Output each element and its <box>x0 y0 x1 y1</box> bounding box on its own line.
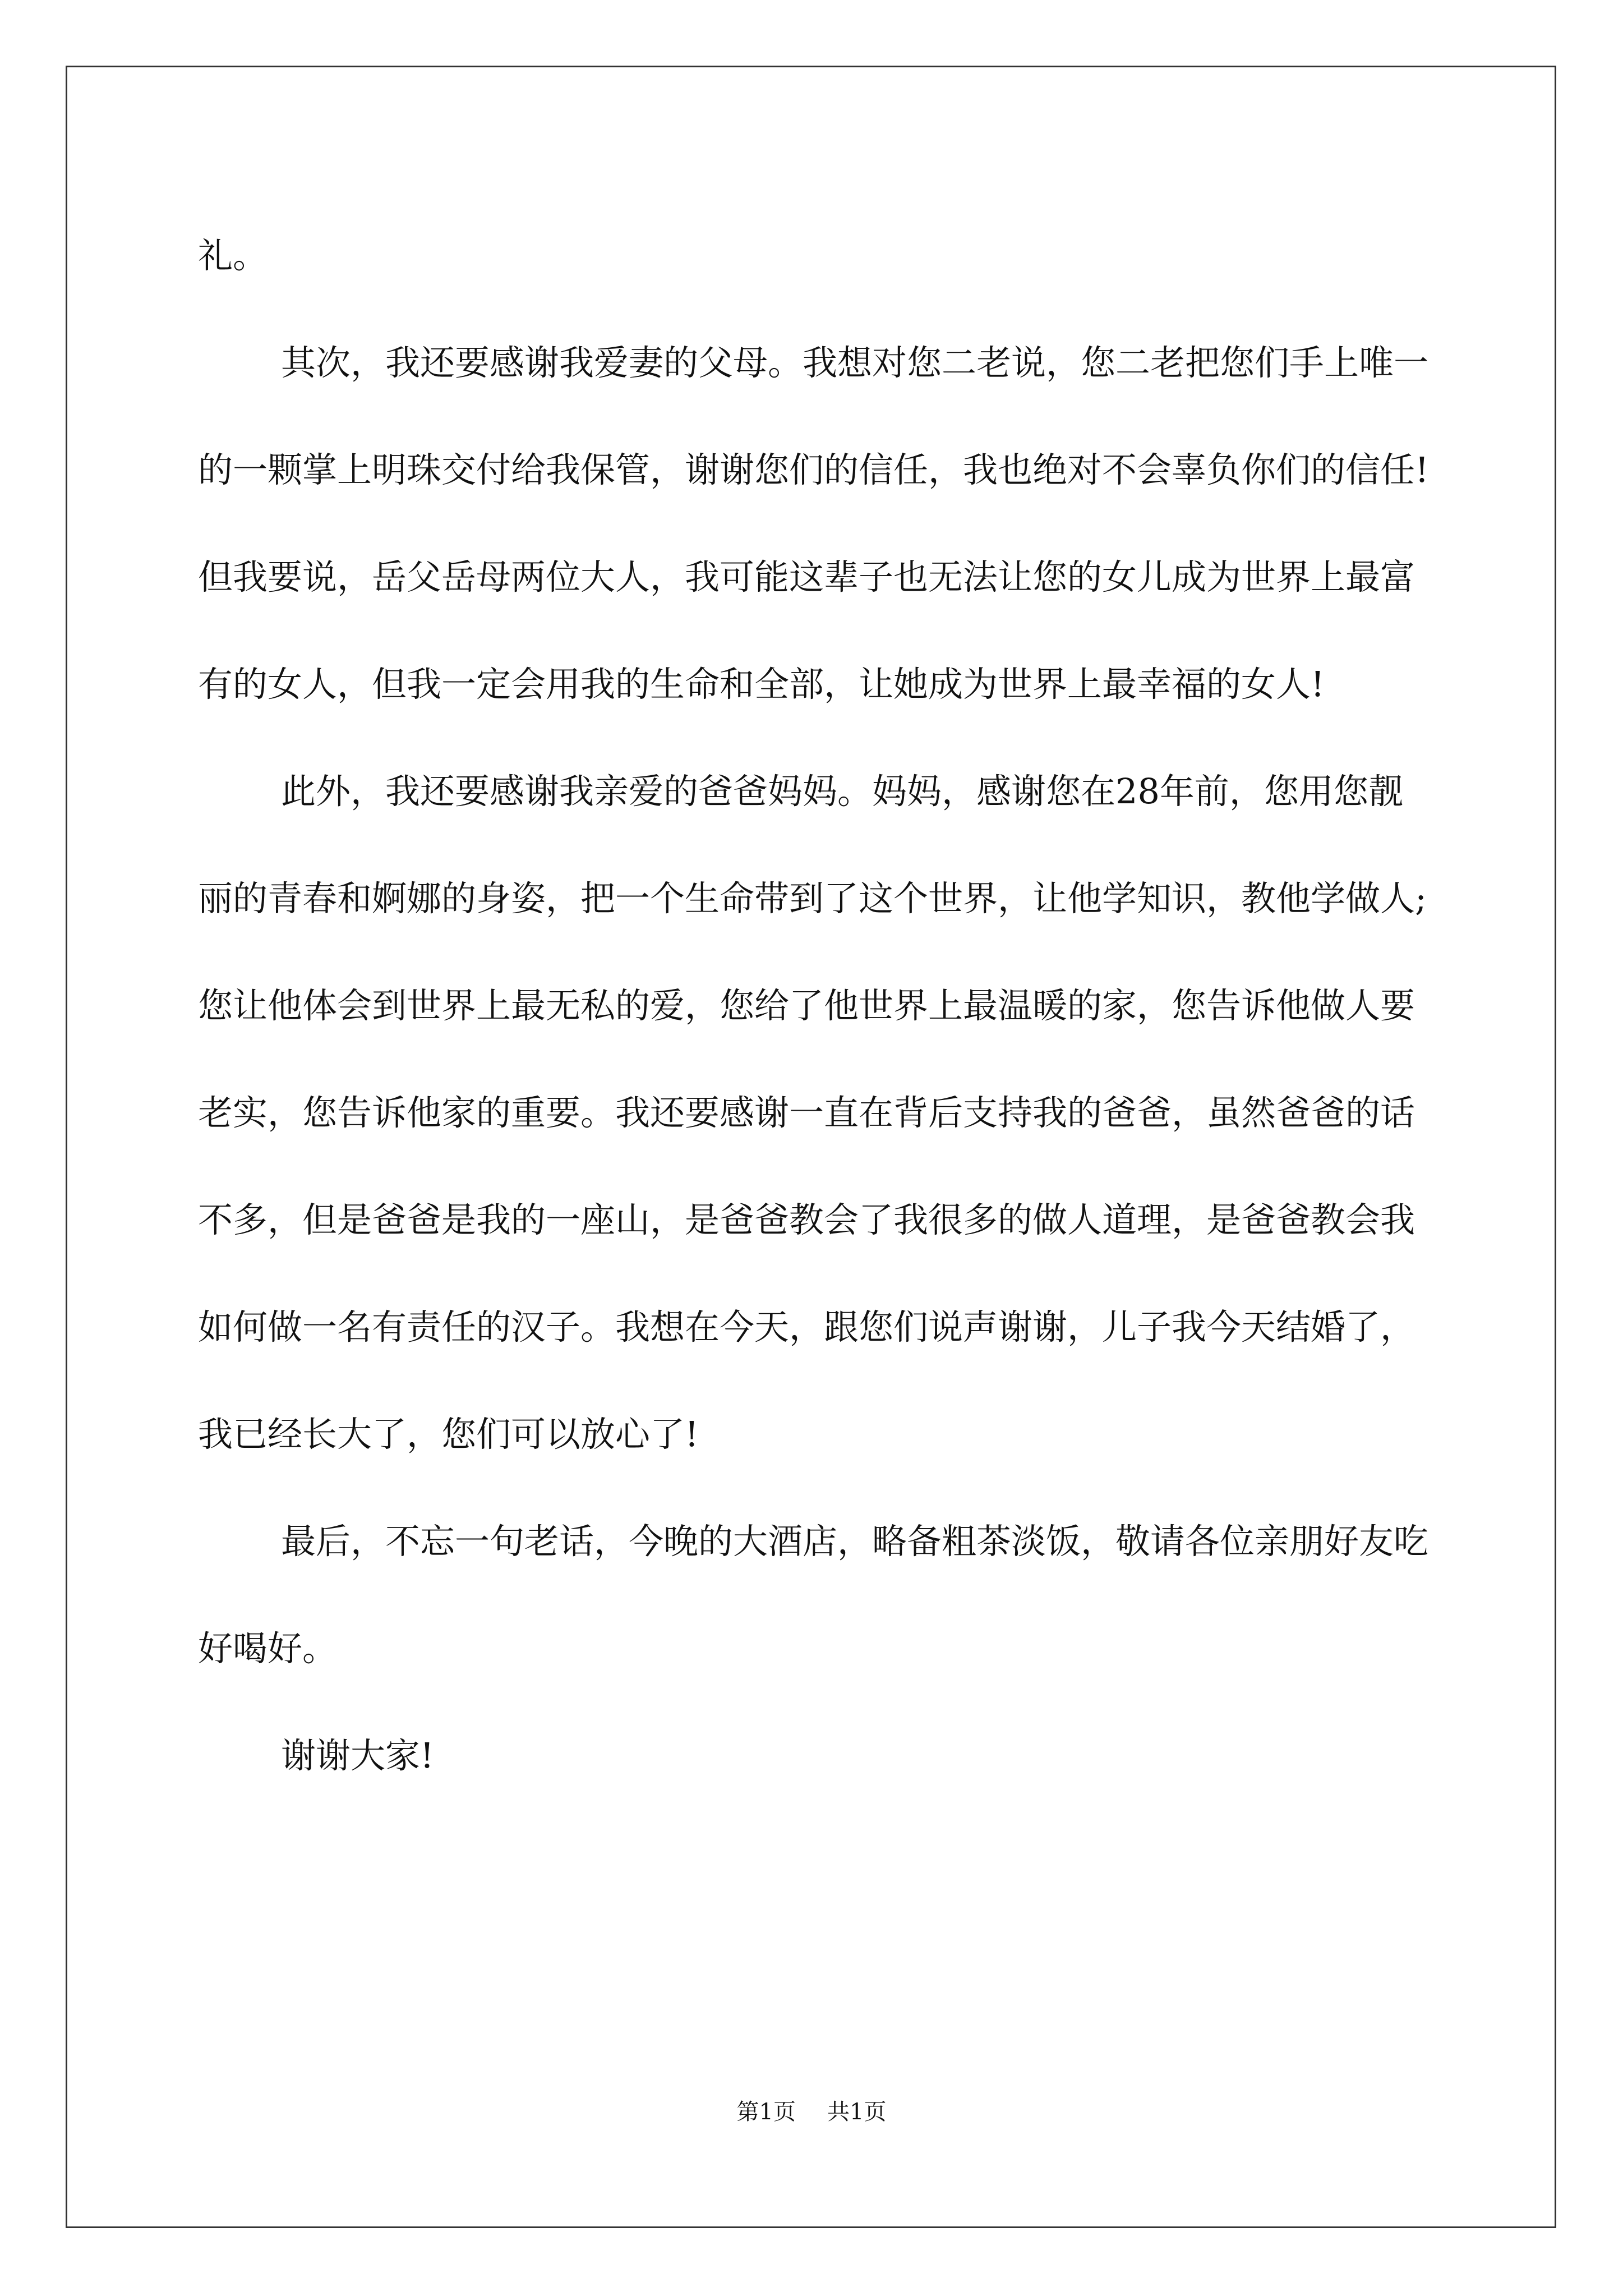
paragraph-5: 谢谢大家! <box>281 1735 434 1776</box>
paragraph-2: 其次，我还要感谢我爱妻的父母。我想对您二老说，您二老把您们手上唯一的一颗掌上明珠交付给我保管，谢谢您们的信任，我也绝对不会辜负你们的信任!但我要说，岳父岳母两位大人，我可能这辈子也无法让您的女儿成为世界上最富有的女人，但我一定会用我的生命和全部，让她成为世界上最幸福的女人! <box>198 342 1429 705</box>
page-number-total: 共1页 <box>827 2099 887 2125</box>
paragraph-1: 礼。 <box>198 235 268 276</box>
paragraph-4: 最后，不忘一句老话，今晚的大酒店，略备粗茶淡饭，敬请各位亲朋好友吃好喝好。 <box>198 1521 1429 1669</box>
page-footer <box>0 2095 1623 2129</box>
paragraph-3: 此外，我还要感谢我亲爱的爸爸妈妈。妈妈，感谢您在28年前，您用您靓丽的青春和婀娜的身姿，把一个生命带到了这个世界，让他学知识，教他学做人;您让他体会到世界上最无私的爱，您给了他世界上最温暖的家，您告诉他做人要老实，您告诉他家的重要。我还要感谢一直在背后支持我的爸爸，虽然爸爸的话不多，但是爸爸是我的一座山，是爸爸教会了我很多的做人道理，是爸爸教会我如何做一名有责任的汉子。我想在今天，跟您们说声谢谢，儿子我今天结婚了，我已经长大了，您们可以放心了! <box>198 771 1427 1455</box>
page-number-current: 第1页 <box>736 2099 796 2125</box>
document-body <box>198 202 1432 1809</box>
